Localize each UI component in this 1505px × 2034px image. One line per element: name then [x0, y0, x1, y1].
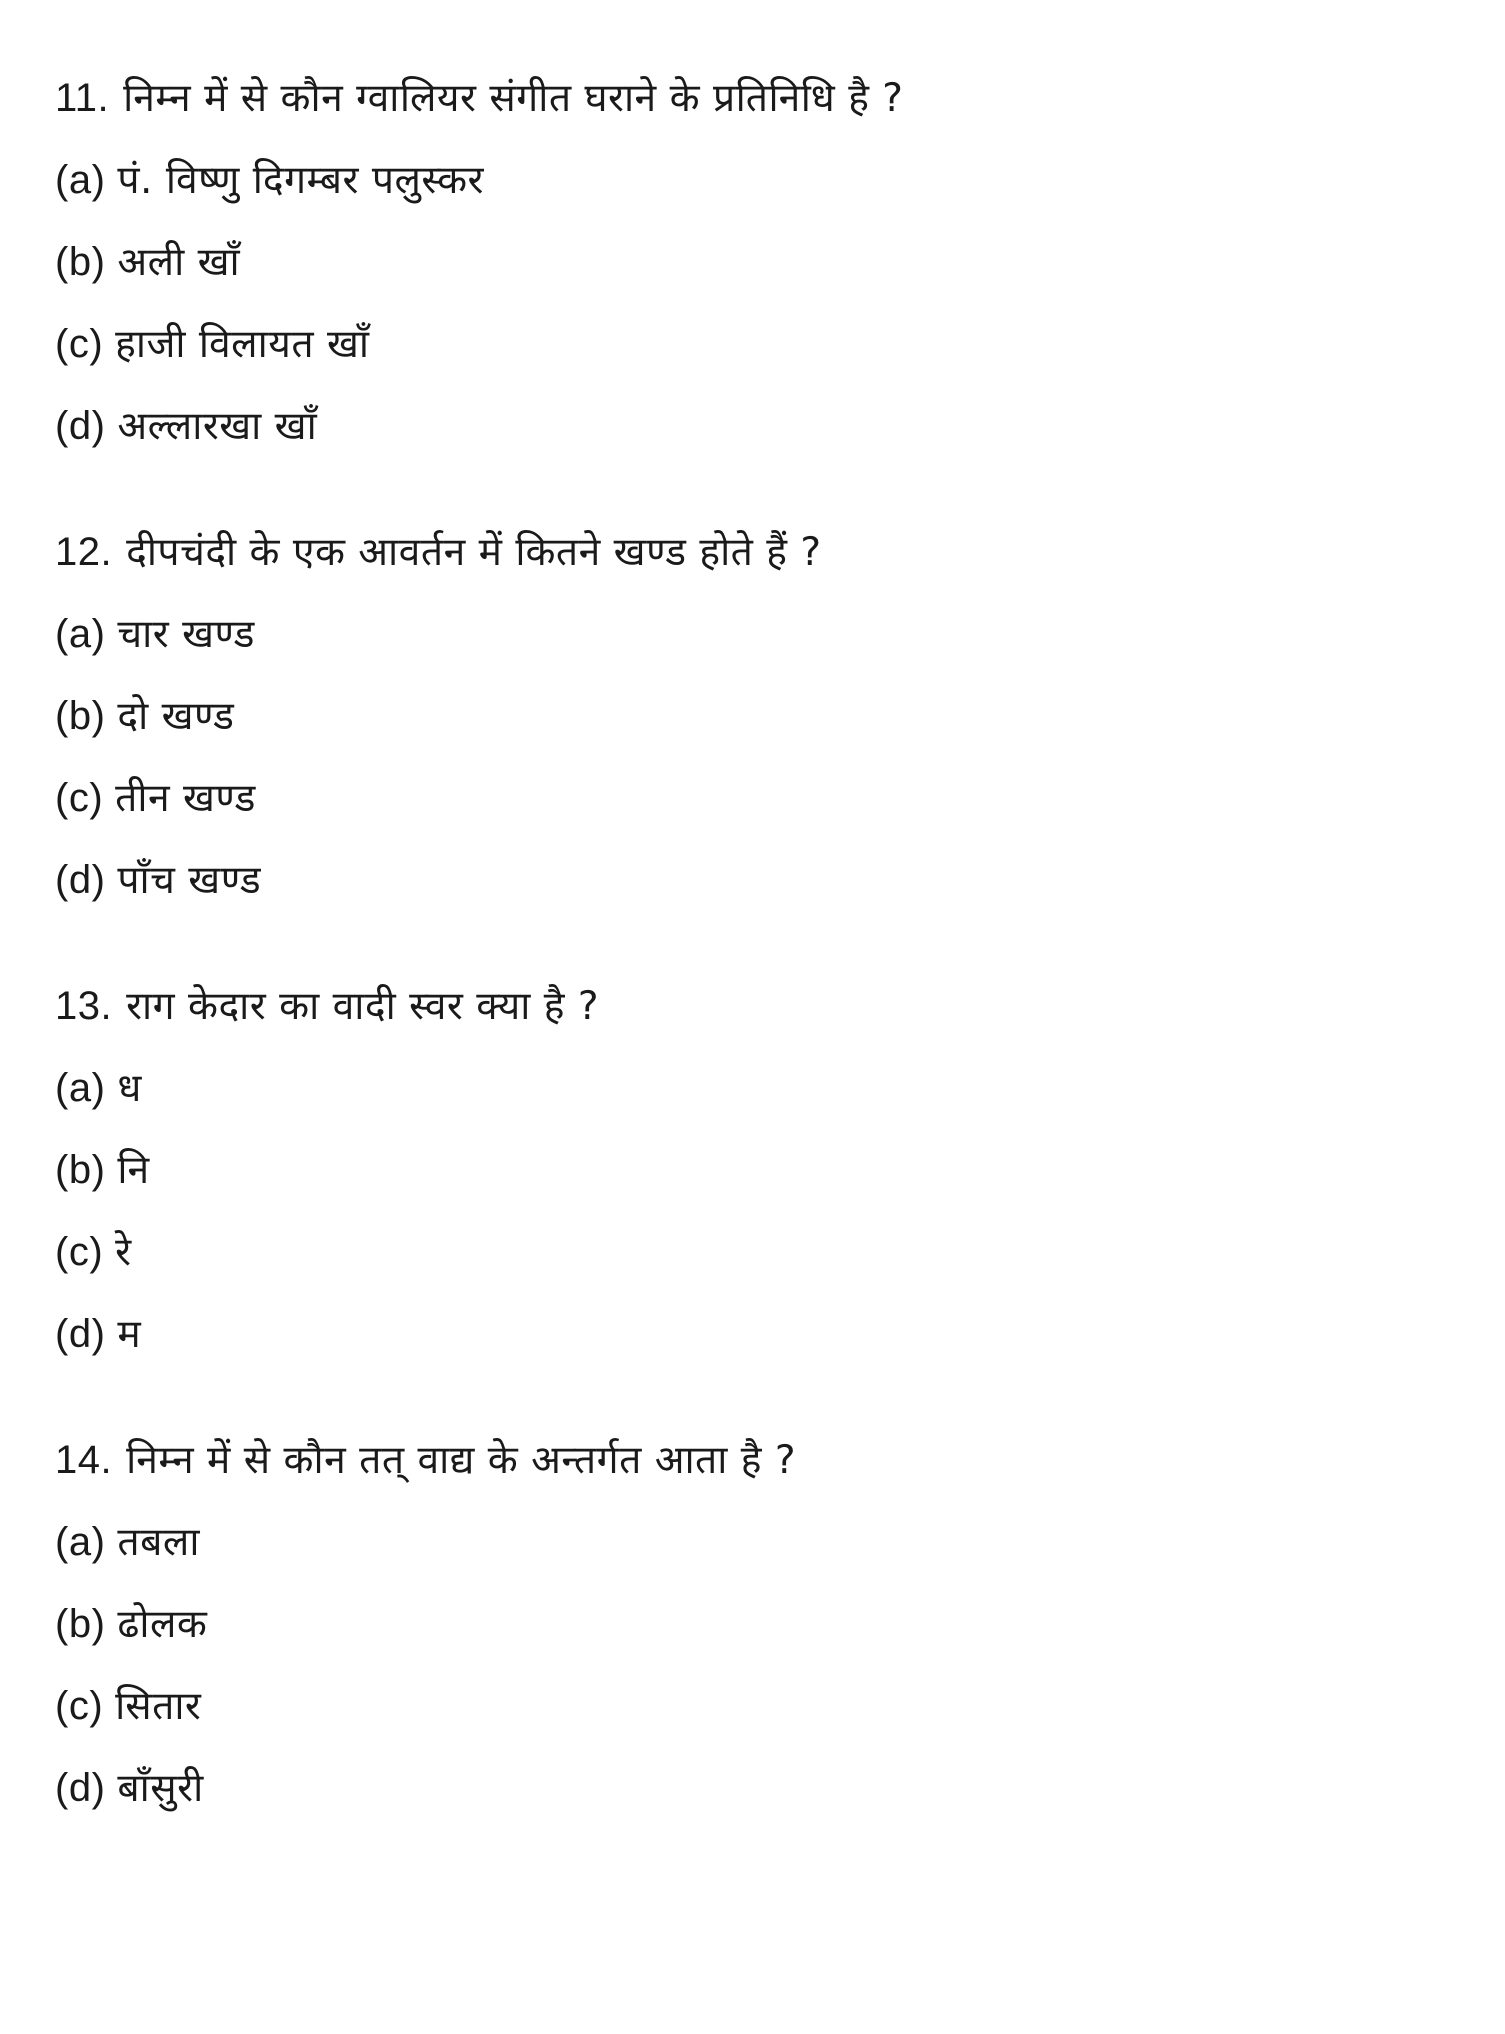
option-d — [55, 400, 1455, 452]
option-key: (d) — [55, 1312, 106, 1356]
option-key: (a) — [55, 1066, 106, 1110]
option-key: (d) — [55, 858, 106, 902]
option-a — [55, 154, 1455, 206]
option-d — [55, 854, 1455, 906]
option-text: बाँसुरी — [117, 1766, 204, 1811]
option-text: रे — [115, 1230, 132, 1275]
option-c — [55, 1680, 1455, 1732]
option-key: (b) — [55, 240, 106, 284]
option-text: ढोलक — [117, 1602, 208, 1647]
question-text — [55, 72, 1455, 124]
question-number: 13. — [55, 984, 113, 1028]
option-d — [55, 1762, 1455, 1814]
option-c — [55, 772, 1455, 824]
option-text: हाजी विलायत खाँ — [115, 322, 370, 367]
option-key: (d) — [55, 404, 106, 448]
option-text: तीन खण्ड — [115, 776, 256, 821]
option-text: चार खण्ड — [117, 612, 255, 657]
question-text — [55, 980, 1455, 1032]
question-stem: दीपचंदी के एक आवर्तन में कितने खण्ड होते हैं ? — [126, 530, 822, 575]
option-c — [55, 1226, 1455, 1278]
option-a — [55, 1062, 1455, 1114]
option-a — [55, 1516, 1455, 1568]
option-b — [55, 690, 1455, 742]
option-text: अली खाँ — [117, 240, 241, 285]
option-key: (b) — [55, 1602, 106, 1646]
question-stem: निम्न में से कौन तत् वाद्य के अन्तर्गत आता है ? — [126, 1438, 797, 1483]
option-key: (c) — [55, 1230, 104, 1274]
option-key: (a) — [55, 158, 106, 202]
question-number: 12. — [55, 530, 113, 574]
option-b — [55, 236, 1455, 288]
option-text: अल्लारखा खाँ — [117, 404, 318, 449]
option-d — [55, 1308, 1455, 1360]
question-text — [55, 526, 1455, 578]
option-text: ध — [117, 1066, 142, 1111]
option-c — [55, 318, 1455, 370]
question-stem: राग केदार का वादी स्वर क्या है ? — [126, 984, 600, 1029]
option-text: पं. विष्णु दिगम्बर पलुस्कर — [117, 158, 485, 203]
question-page — [55, 72, 1455, 1888]
question-12 — [55, 526, 1455, 906]
option-key: (b) — [55, 694, 106, 738]
option-text: म — [117, 1312, 142, 1357]
question-stem: निम्न में से कौन ग्वालियर संगीत घराने के प्रतिनिधि है ? — [123, 76, 904, 121]
question-13 — [55, 980, 1455, 1360]
option-key: (b) — [55, 1148, 106, 1192]
option-text: नि — [117, 1148, 150, 1193]
option-text: सितार — [115, 1684, 202, 1729]
option-key: (a) — [55, 612, 106, 656]
option-key: (c) — [55, 1684, 104, 1728]
question-14 — [55, 1434, 1455, 1814]
option-key: (c) — [55, 776, 104, 820]
option-text: पाँच खण्ड — [117, 858, 262, 903]
option-key: (a) — [55, 1520, 106, 1564]
question-11 — [55, 72, 1455, 452]
option-a — [55, 608, 1455, 660]
option-text: तबला — [117, 1520, 200, 1565]
option-text: दो खण्ड — [117, 694, 235, 739]
question-number: 14. — [55, 1438, 113, 1482]
option-b — [55, 1144, 1455, 1196]
option-key: (c) — [55, 322, 104, 366]
option-key: (d) — [55, 1766, 106, 1810]
question-number: 11. — [55, 76, 110, 120]
question-text — [55, 1434, 1455, 1486]
option-b — [55, 1598, 1455, 1650]
